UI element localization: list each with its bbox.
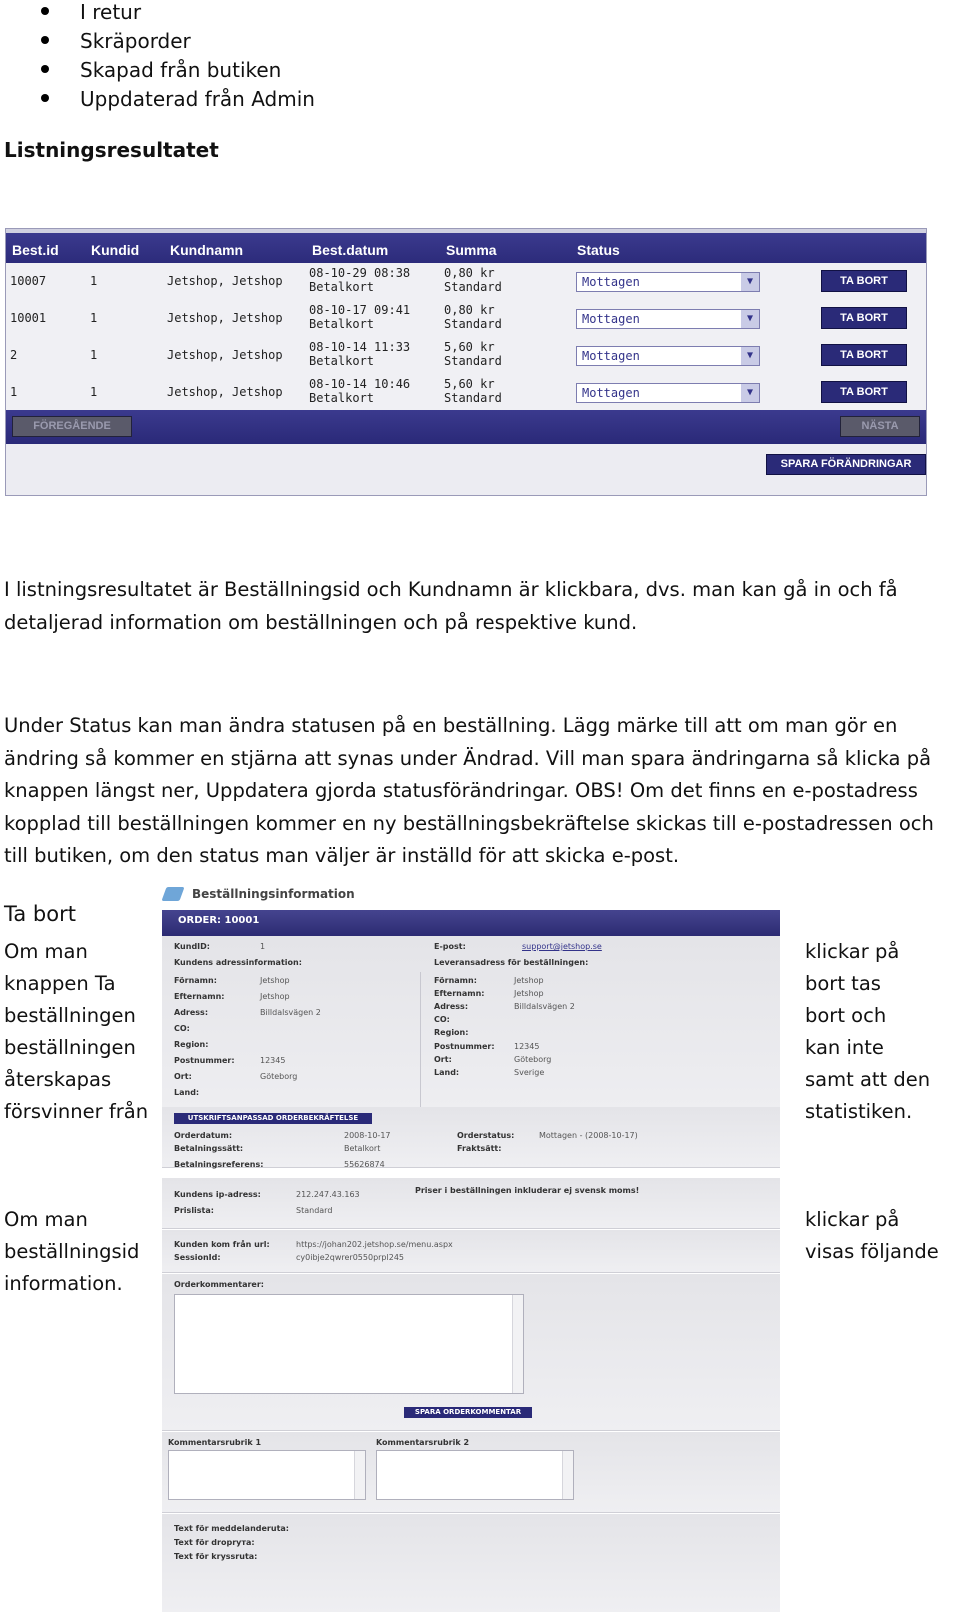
order-bar: ORDER: 10001 bbox=[162, 910, 780, 936]
order-sum: 0,80 kr bbox=[444, 303, 495, 317]
order-info-icon bbox=[161, 887, 184, 901]
bullet-item: Skräporder bbox=[0, 29, 315, 58]
customer-name-link[interactable]: Jetshop, Jetshop bbox=[167, 385, 283, 399]
comment-heading-1-input[interactable] bbox=[168, 1450, 366, 1500]
order-sum: 5,60 kr bbox=[444, 377, 495, 391]
status-select[interactable]: Mottagen ▼ bbox=[576, 272, 760, 292]
chevron-down-icon: ▼ bbox=[741, 347, 759, 365]
comment-heading-2-input[interactable] bbox=[376, 1450, 574, 1500]
ta-bort-heading: Ta bort bbox=[4, 902, 76, 926]
status-bullet-list bbox=[0, 0, 315, 116]
shipping-method: Standard bbox=[444, 280, 502, 294]
shipping-method: Standard bbox=[444, 317, 502, 331]
order-date: 08-10-29 08:38 bbox=[309, 266, 411, 280]
paragraph-clickable: I listningsresultatet är Beställningsid och Kundnamn är klickbara, dvs. man kan gå in och få detaljerad information om beställningen och på respektive kund. bbox=[4, 578, 898, 634]
delete-button[interactable]: TA BORT bbox=[821, 270, 907, 292]
payment-method: Betalkort bbox=[309, 391, 375, 405]
payment-method: Betalkort bbox=[309, 354, 375, 368]
chevron-down-icon: ▼ bbox=[741, 310, 759, 328]
table-row bbox=[6, 300, 926, 338]
payment-method: Betalkort bbox=[309, 280, 375, 294]
order-id-link[interactable]: 1 bbox=[10, 385, 18, 399]
bullet-item: I retur bbox=[0, 0, 315, 29]
customer-id: 1 bbox=[90, 385, 98, 399]
column-header[interactable]: Best.datum bbox=[312, 242, 389, 258]
customer-id: 1 bbox=[90, 348, 98, 362]
pagination-bar bbox=[6, 410, 926, 444]
comment-headings-section: Kommentarsrubrik 1 Kommentarsrubrik 2 bbox=[162, 1432, 780, 1513]
bullet-icon bbox=[41, 7, 49, 15]
save-changes-button[interactable]: SPARA FÖRÄNDRINGAR bbox=[766, 454, 926, 475]
order-id-link[interactable]: 2 bbox=[10, 348, 18, 362]
order-sum: 5,60 kr bbox=[444, 340, 495, 354]
delete-button[interactable]: TA BORT bbox=[821, 381, 907, 403]
chevron-down-icon: ▼ bbox=[741, 384, 759, 402]
previous-button[interactable]: FÖREGÅENDE bbox=[12, 416, 132, 437]
order-sum: 0,80 kr bbox=[444, 266, 495, 280]
order-date: 08-10-14 10:46 bbox=[309, 377, 411, 391]
customer-id: 1 bbox=[90, 274, 98, 288]
order-date: 08-10-17 09:41 bbox=[309, 303, 411, 317]
address-section: KundID: 1 E-post: support@jetshop.se Kundens adressinformation: Leveransadress för beställningen: Förnamn: Jetshop Efternamn: Jetshop Adress: Billdalsvägen 2 CO: Region: Postnummer: 12345 Ort: Göteborg Land: Förnamn: Jetshop Efternamn: Jetshop Adress: Billdalsvägen 2 CO: Region: Postnummer: 12345 Ort: Göteborg Land: Sverige bbox=[162, 936, 780, 1132]
order-id-link[interactable]: 10001 bbox=[10, 311, 47, 325]
scrollbar[interactable] bbox=[354, 1451, 365, 1499]
order-comments-section: Orderkommentarer: SPARA ORDERKOMMENTAR bbox=[162, 1274, 780, 1431]
order-list-header bbox=[6, 229, 926, 267]
customer-name-link[interactable]: Jetshop, Jetshop bbox=[167, 348, 283, 362]
status-select[interactable]: Mottagen ▼ bbox=[576, 309, 760, 329]
column-header[interactable]: Kundid bbox=[91, 242, 140, 258]
table-row bbox=[6, 337, 926, 375]
delete-button[interactable]: TA BORT bbox=[821, 344, 907, 366]
shipping-method: Standard bbox=[444, 391, 502, 405]
text-fields-section: Text för meddelanderuta: Text för droprута: Text för kryssruta: bbox=[162, 1514, 780, 1612]
order-comments-textarea[interactable] bbox=[174, 1294, 524, 1394]
divider bbox=[420, 972, 421, 1122]
column-header[interactable]: Best.id bbox=[12, 242, 59, 258]
paragraph-status: Under Status kan man ändra statusen på en beställning. Lägg märke till att om man gör en ändring så kommer en stjärna att synas under Ändrad. Vill man spara ändringarna så klicka på knappen längst ner, Uppdatera gjorda statusförändringar. OBS! Om det finns en e-postadress kopplad till beställningen kommer en ny beställningsbekräftelse skickas till e-postadressen och till butiken, om den status man väljer är inställd för att skicka e-post. bbox=[4, 714, 934, 867]
order-date: 08-10-14 11:33 bbox=[309, 340, 411, 354]
order-detail-panel bbox=[162, 882, 782, 1612]
customer-id: 1 bbox=[90, 311, 98, 325]
bullet-icon bbox=[41, 94, 49, 102]
print-confirmation-button[interactable]: UTSKRIFTSANPASSAD ORDERBEKRÄFTELSE bbox=[174, 1113, 372, 1124]
column-header[interactable]: Status bbox=[577, 242, 620, 258]
table-row bbox=[6, 263, 926, 301]
bullet-item: Uppdaterad från Admin bbox=[0, 87, 315, 116]
right-text-col-1: klickar på bort tas bort och kan inte samt att den statistiken. bbox=[805, 940, 931, 1123]
bullet-item: Skapad från butiken bbox=[0, 58, 315, 87]
delete-button[interactable]: TA BORT bbox=[821, 307, 907, 329]
column-header[interactable]: Kundnamn bbox=[170, 242, 244, 258]
column-header[interactable]: Summa bbox=[446, 242, 497, 258]
left-text-col-2: Om man beställningsid information. bbox=[4, 1208, 140, 1295]
order-info-section: UTSKRIFTSANPASSAD ORDERBEKRÄFTELSE Orderdatum: 2008-10-17 Betalningssätt: Betalkort Betalningsreferens: 55626874 Orderstatus: Mottagen - (2008-10-17) Fraktsätt: bbox=[162, 1107, 780, 1168]
table-row bbox=[6, 374, 926, 412]
shipping-method: Standard bbox=[444, 354, 502, 368]
save-comment-button[interactable]: SPARA ORDERKOMMENTAR bbox=[404, 1407, 532, 1418]
order-detail-title: Beställningsinformation bbox=[192, 887, 355, 901]
left-text-col-1: Om man knappen Ta beställningen beställningen återskapas försvinner från bbox=[4, 940, 149, 1123]
customer-name-link[interactable]: Jetshop, Jetshop bbox=[167, 274, 283, 288]
customer-ip-section: Kundens ip-adress: 212.247.43.163 Prislista: Standard Priser i beställningen inkluderar ej svensk moms! bbox=[162, 1178, 780, 1229]
order-list-panel bbox=[5, 228, 927, 496]
order-id-link[interactable]: 10007 bbox=[10, 274, 47, 288]
bullet-icon bbox=[41, 36, 49, 44]
listing-heading: Listningsresultatet bbox=[4, 138, 219, 162]
session-section: Kunden kom från url: https://johan202.jetshop.se/menu.aspx SessionId: cy0ibje2qwrer0550prpl245 bbox=[162, 1230, 780, 1273]
scrollbar[interactable] bbox=[562, 1451, 573, 1499]
status-select[interactable]: Mottagen ▼ bbox=[576, 346, 760, 366]
customer-name-link[interactable]: Jetshop, Jetshop bbox=[167, 311, 283, 325]
next-button[interactable]: NÄSTA bbox=[840, 416, 920, 437]
right-text-col-2: klickar på visas följande bbox=[805, 1208, 939, 1263]
scrollbar[interactable] bbox=[512, 1295, 523, 1393]
bullet-icon bbox=[41, 65, 49, 73]
status-select[interactable]: Mottagen ▼ bbox=[576, 383, 760, 403]
chevron-down-icon: ▼ bbox=[741, 273, 759, 291]
payment-method: Betalkort bbox=[309, 317, 375, 331]
email-link[interactable]: support@jetshop.se bbox=[522, 942, 602, 951]
